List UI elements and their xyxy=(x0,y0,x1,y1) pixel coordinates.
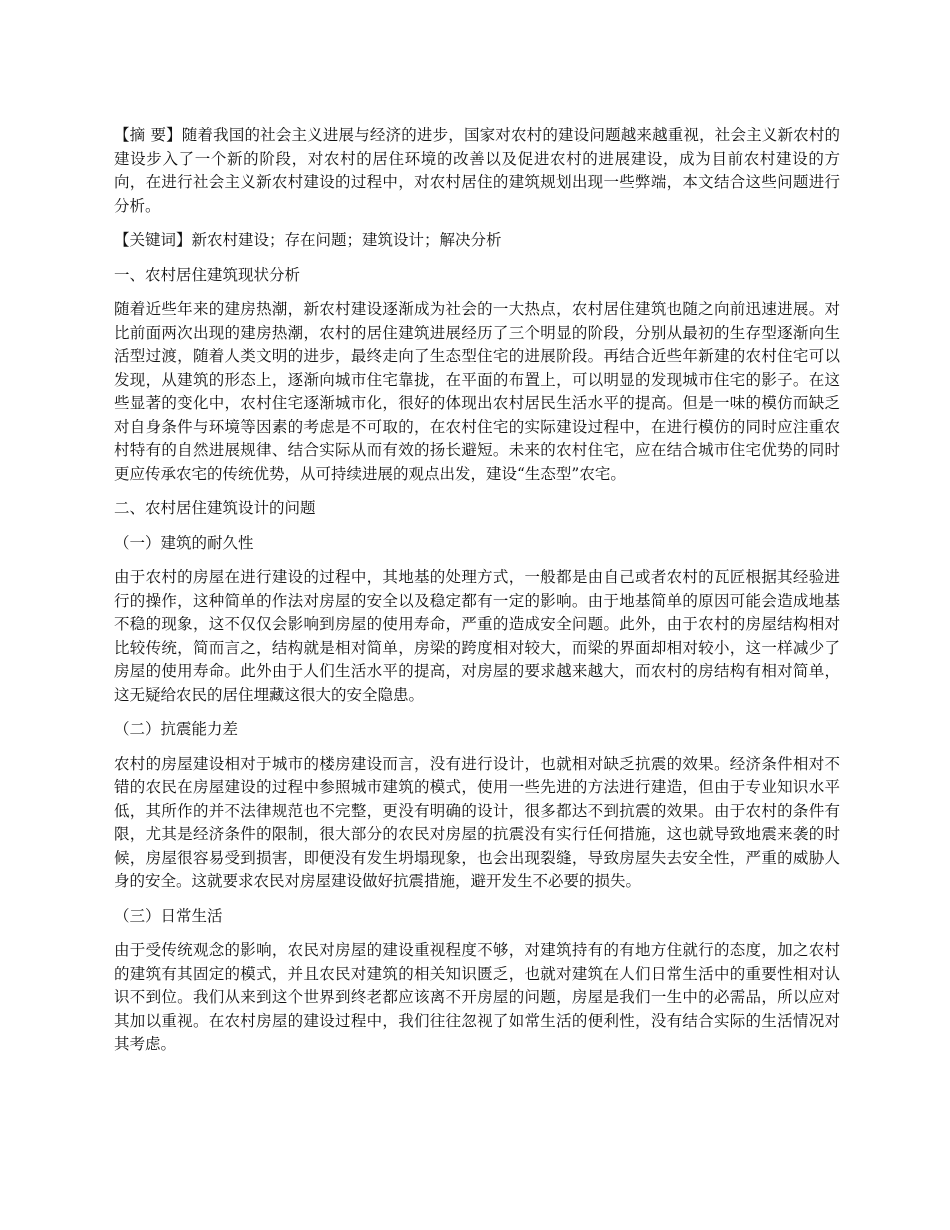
keywords-paragraph: 【关键词】新农村建设；存在问题；建筑设计；解决分析 xyxy=(114,231,502,249)
section-heading-2: 二、农村居住建筑设计的问题 xyxy=(114,499,316,517)
document-page xyxy=(114,124,840,1068)
subsection-heading-1: （一）建筑的耐久性 xyxy=(114,533,254,552)
subsection-heading-2: （二）抗震能力差 xyxy=(114,720,239,738)
subsection-heading-3: （三）日常生活 xyxy=(114,906,223,925)
subsection-body-3: 由于受传统观念的影响，农民对房屋的建设重视程度不够，对建筑持有的有地方住就行的态度，加之农村的建筑有其固定的模式，并且农民对建筑的相关知识匮乏，也就对建筑在人们日常生活中的重要性相对认识不到位。我们从来到这个世界到终老都应该离不开房屋的问题，房屋是我们一生中的必需品，所以应对其加以重视。在农村房屋的建设过程中，我们往往忽视了如常生活的便利性，没有结合实际的生活情况对其考虑。 xyxy=(114,941,840,1053)
section-body-1: 随着近些年来的建房热潮，新农村建设逐渐成为社会的一大热点，农村居住建筑也随之向前迅速进展。对比前面两次出现的建房热潮，农村的居住建筑进展经历了三个明显的阶段，分别从最初的生存型逐渐向生活型过渡，随着人类文明的进步，最终走向了生态型住宅的进展阶段。再结合近些年新建的农村住宅可以发现，从建筑的形态上，逐渐向城市住宅靠拢，在平面的布置上，可以明显的发现城市住宅的影子。在这些显著的变化中，农村住宅逐渐城市化，很好的体现出农村居民生活水平的提高。但是一味的模仿而缺乏对自身条件与环境等因素的考虑是不可取的，在农村住宅的实际建设过程中，在进行模仿的同时应注重农村特有的自然进展规律、结合实际从而有效的扬长避短。未来的农村住宅，应在结合城市住宅优势的同时更应传承农宅的传统优势，从可持续进展的观点出发，建设“生态型”农宅。 xyxy=(114,300,840,483)
section-heading-1: 一、农村居住建筑现状分析 xyxy=(114,265,301,284)
subsection-body-2: 农村的房屋建设相对于城市的楼房建设而言，没有进行设计，也就相对缺乏抗震的效果。经济条件相对不错的农民在房屋建设的过程中参照城市建筑的模式，使用一些先进的方法进行建造，但由于专业知识水平低，其所作的并不法律规范也不完整，更没有明确的设计，很多都达不到抗震的效果。由于农村的条件有限，尤其是经济条件的限制，很大部分的农民对房屋的抗震没有实行任何措施，这也就导致地震来袭的时候，房屋很容易受到损害，即便没有发生坍塌现象，也会出现裂缝，导致房屋失去安全性，严重的威胁人身的安全。这就要求农民对房屋建设做好抗震措施，避开发生不必要的损失。 xyxy=(114,754,840,890)
abstract-paragraph: 【摘 要】随着我国的社会主义进展与经济的进步，国家对农村的建设问题越来越重视，社会主义新农村的建设步入了一个新的阶段，对农村的居住环境的改善以及促进农村的进展建设，成为目前农村建设的方向，在进行社会主义新农村建设的过程中，对农村居住的建筑规划出现一些弊端，本文结合这些问题进行分析。 xyxy=(114,126,840,215)
subsection-body-1: 由于农村的房屋在进行建设的过程中，其地基的处理方式，一般都是由自己或者农村的瓦匠根据其经验进行的操作，这种简单的作法对房屋的安全以及稳定都有一定的影响。由于地基简单的原因可能会造成地基不稳的现象，这不仅仅会影响到房屋的使用寿命，严重的造成安全问题。此外，由于农村的房屋结构相对比较传统，简而言之，结构就是相对简单，房梁的跨度相对较大，而梁的界面却相对较小，这一样减少了房屋的使用寿命。此外由于人们生活水平的提高，对房屋的要求越来越大，而农村的房结构有相对简单，这无疑给农民的居住埋藏这很大的安全隐患。 xyxy=(114,568,840,704)
